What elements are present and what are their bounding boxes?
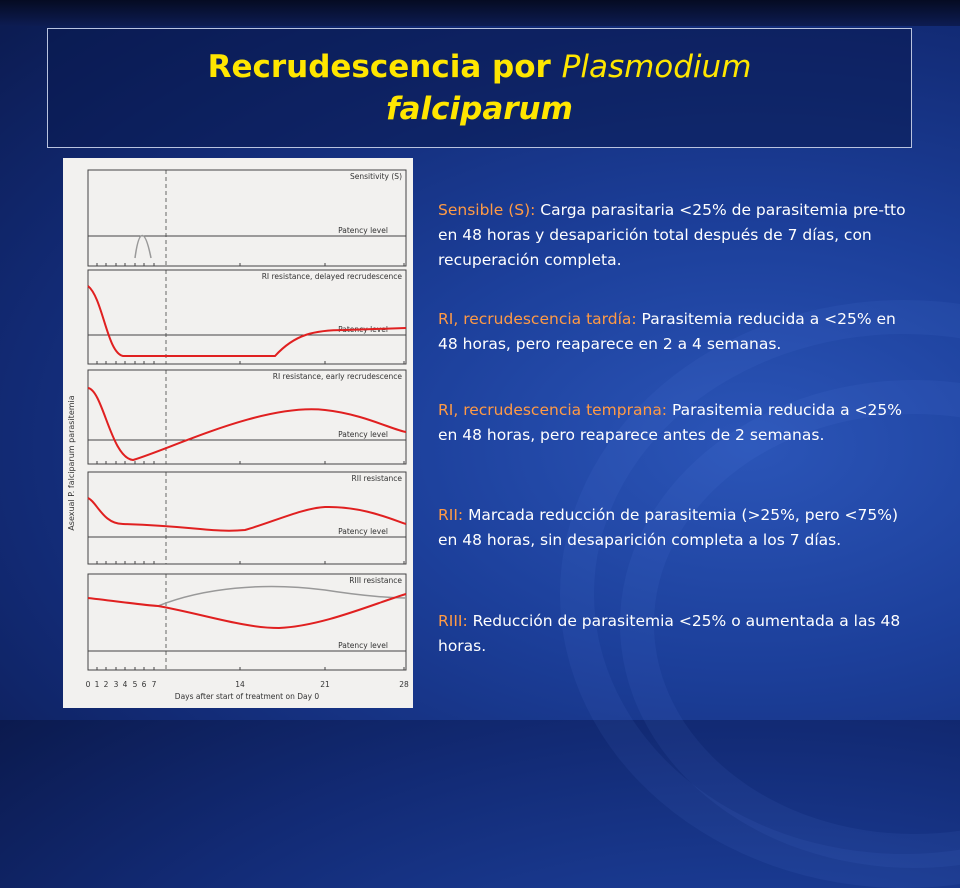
- title-italic-part: Plasmodium: [561, 49, 752, 85]
- desc-sensible: [438, 198, 908, 273]
- figure-svg: [63, 158, 413, 708]
- patency-label: Patency level: [338, 325, 388, 334]
- desc-text: Parasitemia reducida a <25% en 48 horas, pero reaparece antes de 2 semanas.: [438, 401, 903, 444]
- panel-title: Sensitivity (S): [349, 172, 402, 181]
- title-line2: falciparum: [386, 91, 573, 127]
- panel-title: RII resistance: [351, 474, 402, 483]
- desc-text: Marcada reducción de parasitemia (>25%, pero <75%) en 48 horas, sin desaparición completa a los 7 días.: [438, 506, 899, 549]
- x-axis-label: Days after start of treatment on Day 0: [174, 692, 320, 701]
- x-tick-label: 21: [320, 680, 330, 689]
- desc-ri-temprana: [438, 398, 908, 448]
- panel-title: RIII resistance: [349, 576, 402, 585]
- slide-title: [47, 28, 912, 148]
- gray-curve: [135, 236, 151, 259]
- panel-frame: [88, 270, 406, 364]
- parasitemia-curve: [88, 388, 406, 460]
- x-tick-label: 1: [94, 680, 100, 689]
- x-tick-label: 4: [122, 680, 128, 689]
- panel-frame: [88, 472, 406, 564]
- desc-key: RIII:: [438, 612, 473, 630]
- x-tick-label: 7: [151, 680, 157, 689]
- patency-label: Patency level: [338, 226, 388, 235]
- patency-label: Patency level: [338, 430, 388, 439]
- gray-curve: [158, 587, 406, 606]
- patency-label: Patency level: [338, 641, 388, 650]
- desc-text: Carga parasitaria <25% de parasitemia pre-tto en 48 horas y desaparición total después de 7 días, con recuperación completa.: [438, 201, 906, 269]
- title-bold-part: Recrudescencia por: [207, 49, 562, 85]
- parasitemia-curve: [88, 594, 406, 628]
- desc-text: Parasitemia reducida a <25% en 48 horas, pero reaparece en 2 a 4 semanas.: [438, 310, 896, 353]
- x-tick-label: 14: [235, 680, 245, 689]
- desc-text: Reducción de parasitemia <25% o aumentada a las 48 horas.: [438, 612, 901, 655]
- top-band: [0, 0, 960, 26]
- x-tick-label: 3: [113, 680, 119, 689]
- desc-key: RI, recrudescencia tardía:: [438, 310, 642, 328]
- desc-rii: [438, 503, 908, 553]
- patency-label: Patency level: [338, 527, 388, 536]
- desc-key: Sensible (S):: [438, 201, 541, 219]
- x-tick-label: 0: [85, 680, 91, 689]
- desc-key: RI, recrudescencia temprana:: [438, 401, 672, 419]
- desc-key: RII:: [438, 506, 469, 524]
- panel-title: RI resistance, early recrudescence: [272, 372, 402, 381]
- x-tick-label: 28: [399, 680, 409, 689]
- desc-riii: [438, 609, 908, 659]
- recrudescence-figure: [63, 158, 413, 708]
- parasitemia-curve: [88, 286, 406, 356]
- x-tick-label: 5: [132, 680, 138, 689]
- desc-ri-tardia: [438, 307, 908, 357]
- x-tick-label: 2: [103, 680, 109, 689]
- panel-frame: [88, 574, 406, 670]
- x-tick-label: 6: [141, 680, 147, 689]
- panel-title: RI resistance, delayed recrudescence: [261, 272, 402, 281]
- y-axis-label: Asexual P. falciparum parasitemia: [67, 395, 76, 531]
- parasitemia-curve: [88, 498, 406, 531]
